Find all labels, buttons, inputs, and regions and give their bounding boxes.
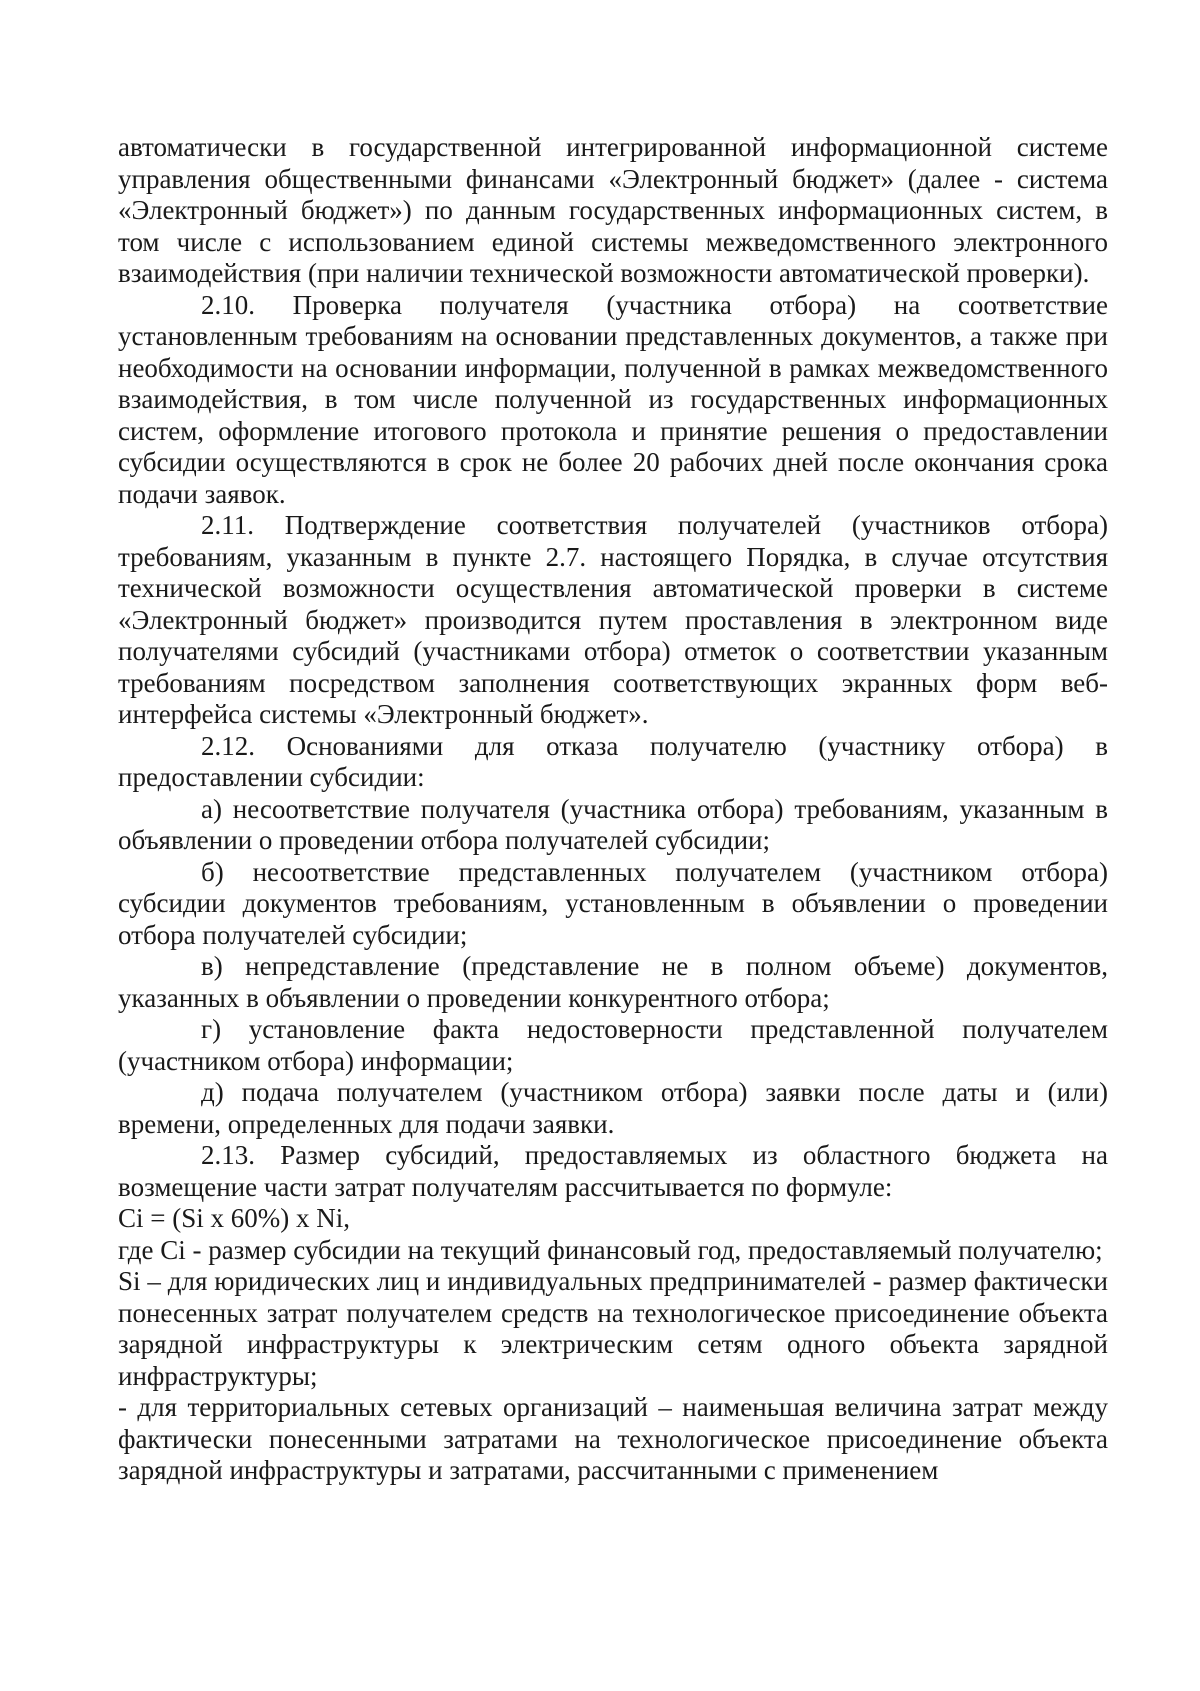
list-item-g: г) установление факта недостоверности представленной получателем (участником отбора) информации; [118, 1014, 1108, 1076]
list-item-d: д) подача получателем (участником отбора) заявки после даты и (или) времени, определенных для подачи заявки. [118, 1077, 1108, 1139]
paragraph-2-11: 2.11. Подтверждение соответствия получателей (участников отбора) требованиям, указанным в пункте 2.7. настоящего Порядка, в случае отсутствия технической возможности осуществления автоматической проверки в системе «Электронный бюджет» производится путем проставления в электронном виде получателями субсидий (участниками отбора) отметок о соответствии указанным требованиям посредством заполнения соответствующих экранных форм веб-интерфейса системы «Электронный бюджет». [118, 510, 1108, 729]
subsidy-formula: Ci = (Si x 60%) x Ni, [118, 1203, 350, 1233]
paragraph-2-12: 2.12. Основаниями для отказа получателю (участнику отбора) в предоставлении субсидии: [118, 730, 1108, 792]
formula-definition-ci: где Ci - размер субсидии на текущий финансовый год, предоставляемый получателю; [118, 1234, 1103, 1265]
document-body [118, 132, 1108, 1487]
formula-definition-si-network: - для территориальных сетевых организаций – наименьшая величина затрат между фактически понесенными затратами на технологическое присоединение объекта зарядной инфраструктуры и затратами, рассчитанными с применением [118, 1392, 1108, 1485]
list-item-v: в) непредставление (представление не в полном объеме) документов, указанных в объявлении о проведении конкурентного отбора; [118, 951, 1108, 1013]
paragraph-2-10: 2.10. Проверка получателя (участника отбора) на соответствие установленным требованиям на основании представленных документов, а также при необходимости на основании информации, полученной в рамках межведомственного взаимодействия, в том числе полученной из государственных информационных систем, оформление итогового протокола и принятие решения о предоставлении субсидии осуществляются в срок не более 20 рабочих дней после окончания срока подачи заявок. [118, 289, 1108, 509]
paragraph-continuation: автоматически в государственной интегрированной информационной системе управления общественными финансами «Электронный бюджет» (далее - система «Электронный бюджет») по данным государственных информационных систем, в том числе с использованием единой системы межведомственного электронного взаимодействия (при наличии технической возможности автоматической проверки). [118, 132, 1108, 288]
list-item-a: а) несоответствие получателя (участника отбора) требованиям, указанным в объявлении о проведении отбора получателей субсидии; [118, 793, 1108, 855]
formula-definition-si: Si – для юридических лиц и индивидуальных предпринимателей - размер фактически понесенных затрат получателем средств на технологическое присоединение объекта зарядной инфраструктуры к электрическим сетям одного объекта зарядной инфраструктуры; [118, 1266, 1108, 1391]
paragraph-2-13: 2.13. Размер субсидий, предоставляемых из областного бюджета на возмещение части затрат получателям рассчитывается по формуле: [118, 1140, 1108, 1202]
list-item-b: б) несоответствие представленных получателем (участником отбора) субсидии документов требованиям, установленным в объявлении о проведении отбора получателей субсидии; [118, 856, 1108, 950]
